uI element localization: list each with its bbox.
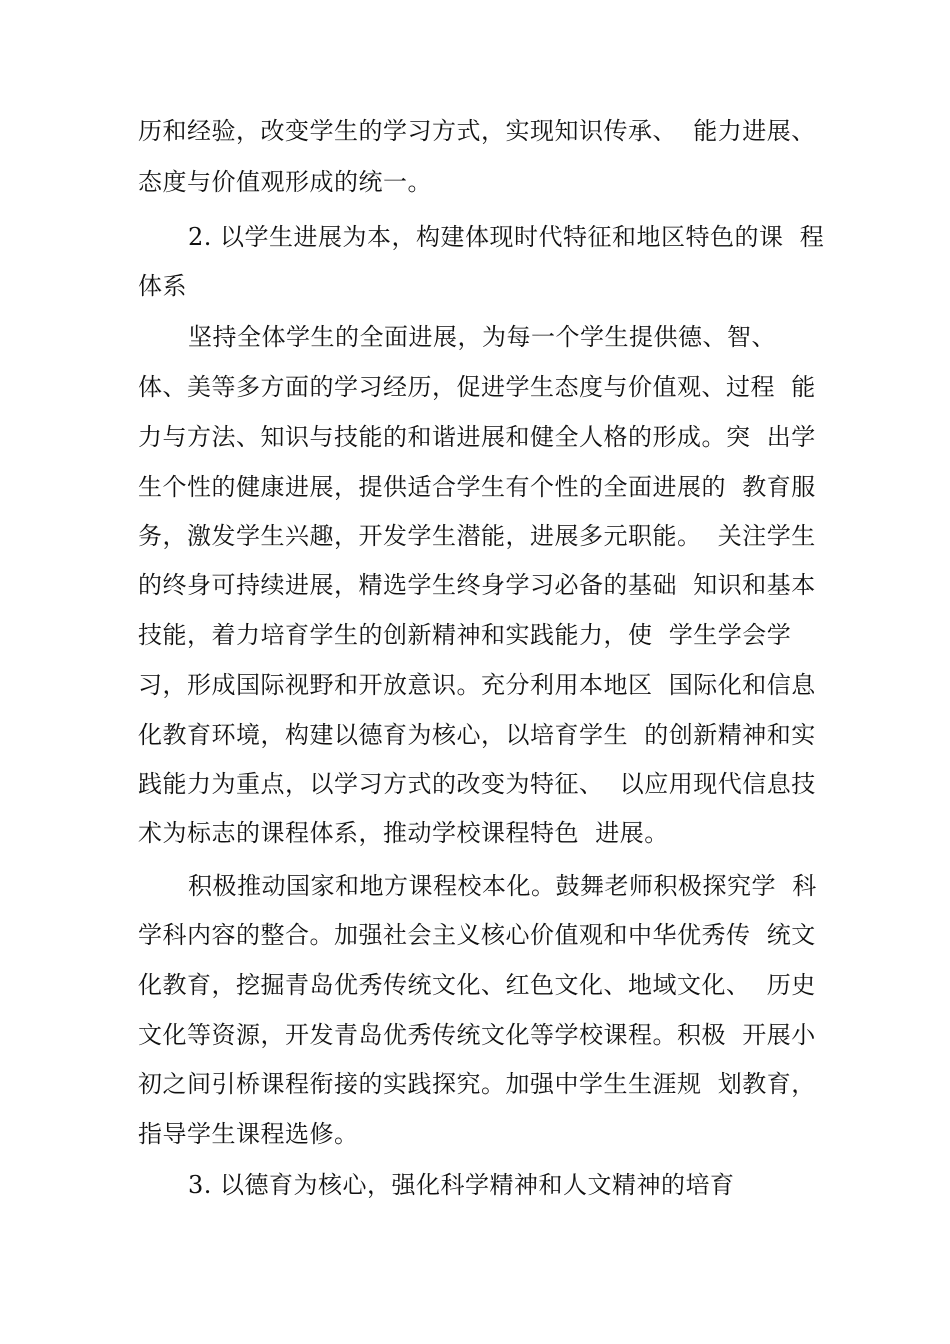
text-line: 积极推动国家和地方课程校本化。鼓舞老师积极探究学 科 xyxy=(188,872,817,900)
text-line: 坚持全体学生的全面进展，为每一个学生提供德、智、 xyxy=(188,323,776,351)
text-line: 态度与价值观形成的统一。 xyxy=(138,168,432,196)
section-heading: 2. 以学生进展为本，构建体现时代特征和地区特色的课 程 xyxy=(188,223,825,251)
text-line: 初之间引桥课程衔接的实践探究。加强中学生生涯规 划教育， xyxy=(138,1070,816,1098)
section-heading-continuation: 体系 xyxy=(138,272,187,300)
text-line: 务，激发学生兴趣，开发学生潜能，进展多元职能。 关注学生 xyxy=(138,522,816,550)
text-line: 的终身可持续进展，精选学生终身学习必备的基础 知识和基本 xyxy=(138,571,816,599)
text-line: 化教育环境，构建以德育为核心，以培育学生 的创新精神和实 xyxy=(138,721,816,749)
text-line: 指导学生课程选修。 xyxy=(138,1120,359,1148)
text-line: 技能，着力培育学生的创新精神和实践能力，使 学生学会学 xyxy=(138,621,792,649)
text-line: 化教育，挖掘青岛优秀传统文化、红色文化、地域文化、 历史 xyxy=(138,971,816,999)
text-line: 践能力为重点，以学习方式的改变为特征、 以应用现代信息技 xyxy=(138,770,816,798)
text-line: 学科内容的整合。加强社会主义核心价值观和中华优秀传 统文 xyxy=(138,921,816,949)
text-line: 文化等资源，开发青岛优秀传统文化等学校课程。积极 开展小 xyxy=(138,1021,816,1049)
text-line: 历和经验，改变学生的学习方式，实现知识传承、 能力进展、 xyxy=(138,117,816,145)
text-line: 术为标志的课程体系，推动学校课程特色 进展。 xyxy=(138,819,669,847)
text-line: 体、美等多方面的学习经历，促进学生态度与价值观、过程 能 xyxy=(138,373,816,401)
text-line: 力与方法、知识与技能的和谐进展和健全人格的形成。突 出学 xyxy=(138,423,816,451)
text-line: 生个性的健康进展，提供适合学生有个性的全面进展的 教育服 xyxy=(138,473,816,501)
text-line: 习，形成国际视野和开放意识。充分利用本地区 国际化和信息 xyxy=(138,671,816,699)
section-heading: 3. 以德育为核心，强化科学精神和人文精神的培育 xyxy=(188,1171,735,1199)
